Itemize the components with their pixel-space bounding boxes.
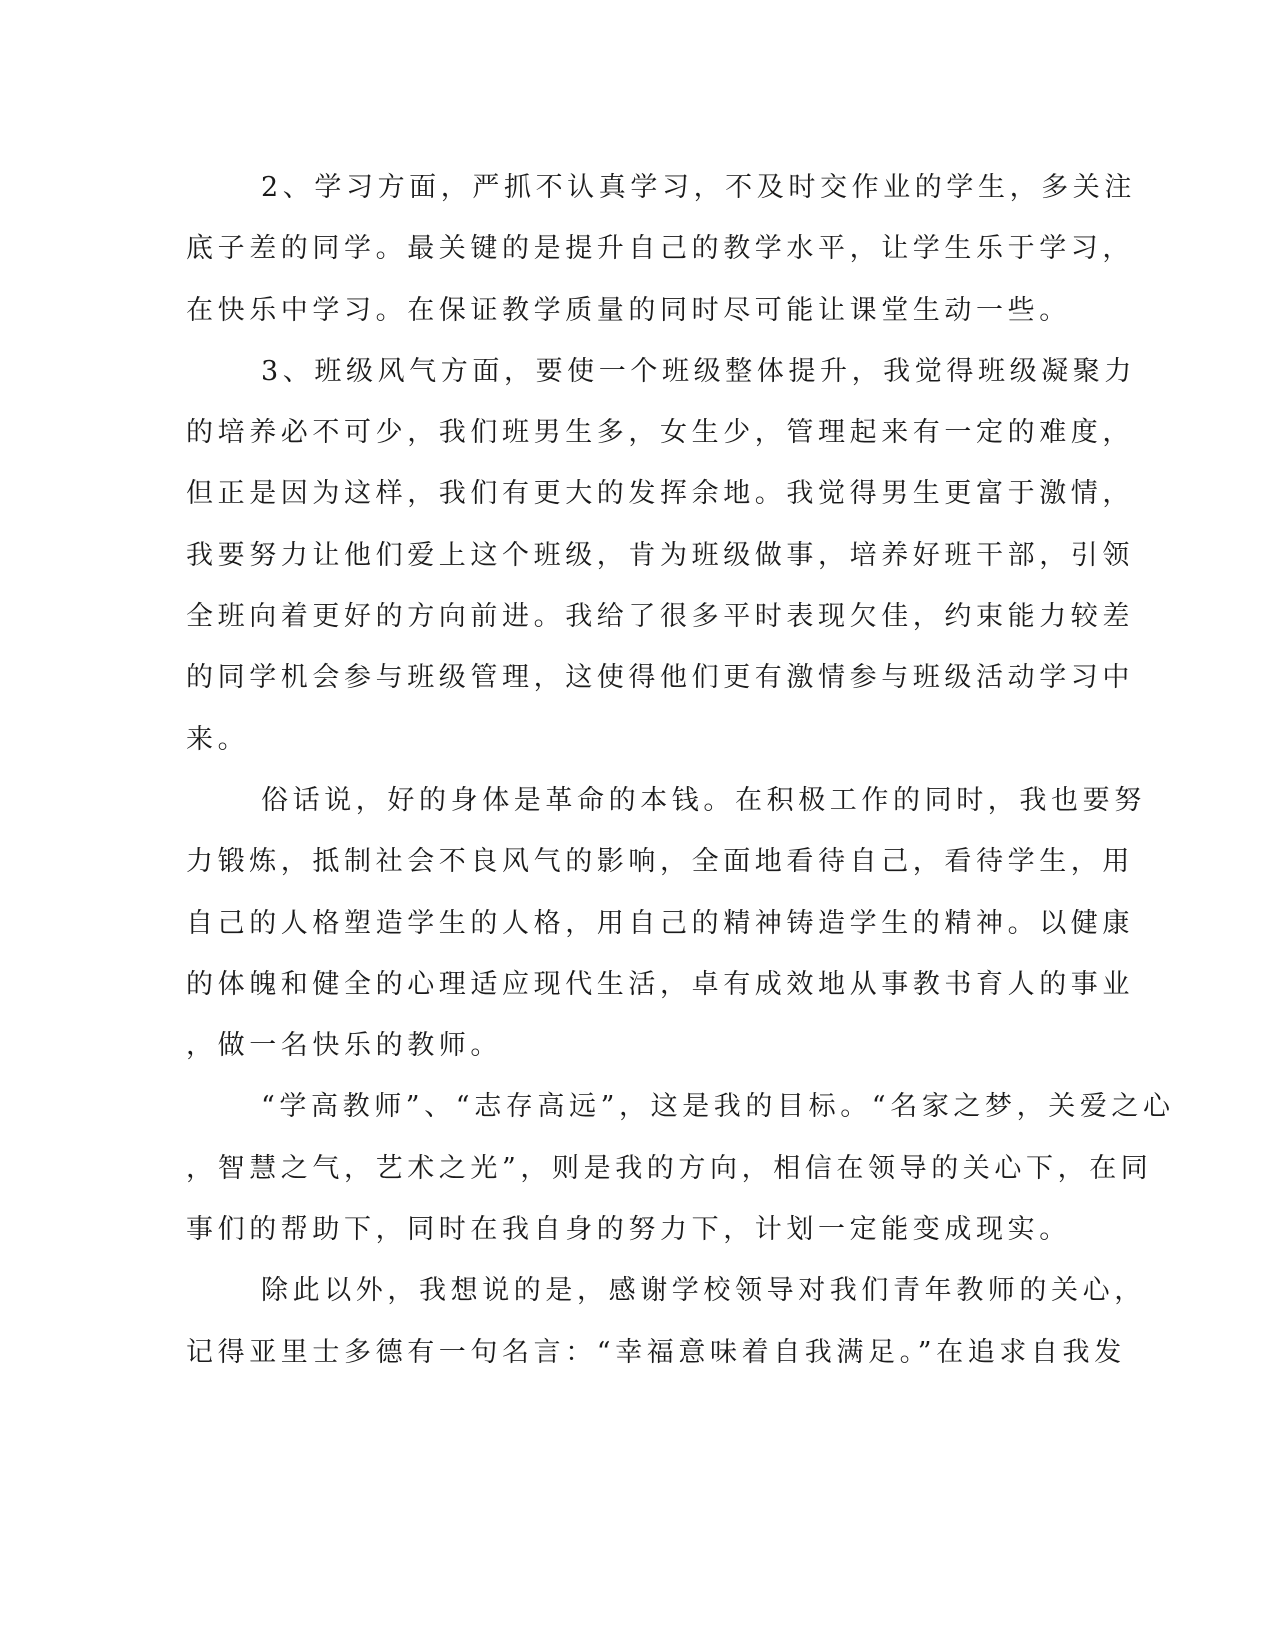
paragraph-health	[186, 770, 1146, 1076]
text-line: “学高教师”、“志存高远”，这是我的目标。“名家之梦，关爱之心	[261, 1091, 1175, 1123]
text-line: 俗话说，好的身体是革命的本钱。在积极工作的同时，我也要努	[261, 784, 1146, 816]
text-line: 记得亚里士多德有一句名言：“幸福意味着自我满足。”在追求自我发	[186, 1336, 1126, 1368]
text-line: 3、班级风气方面，要使一个班级整体提升，我觉得班级凝聚力	[261, 355, 1136, 387]
text-line: ，智慧之气，艺术之光”，则是我的方向，相信在领导的关心下，在同	[186, 1152, 1153, 1184]
paragraph-thanks	[186, 1260, 1146, 1383]
text-line: 全班向着更好的方向前进。我给了很多平时表现欠佳，约束能力较差	[186, 601, 1134, 633]
document-body	[186, 157, 1175, 1383]
text-line: 事们的帮助下，同时在我自身的努力下，计划一定能变成现实。	[186, 1214, 1071, 1246]
paragraph-study	[186, 157, 1136, 341]
text-line: 在快乐中学习。在保证教学质量的同时尽可能让课堂生动一些。	[186, 294, 1071, 326]
text-line: 的体魄和健全的心理适应现代生活，卓有成效地从事教书育人的事业	[186, 968, 1134, 1000]
text-line: 自己的人格塑造学生的人格，用自己的精神铸造学生的精神。以健康	[186, 907, 1134, 939]
text-line: 底子差的同学。最关键的是提升自己的教学水平，让学生乐于学习，	[186, 233, 1134, 265]
text-line: 但正是因为这样，我们有更大的发挥余地。我觉得男生更富于激情，	[186, 478, 1134, 510]
text-line: 力锻炼，抵制社会不良风气的影响，全面地看待自己，看待学生，用	[186, 846, 1134, 878]
text-line: ，做一名快乐的教师。	[186, 1030, 502, 1062]
text-line: 的培养必不可少，我们班男生多，女生少，管理起来有一定的难度，	[186, 417, 1134, 449]
text-line: 我要努力让他们爱上这个班级，肯为班级做事，培养好班干部，引领	[186, 539, 1134, 571]
text-line: 除此以外，我想说的是，感谢学校领导对我们青年教师的关心，	[261, 1275, 1146, 1307]
text-line: 的同学机会参与班级管理，这使得他们更有激情参与班级活动学习中	[186, 662, 1134, 694]
text-line: 来。	[186, 723, 250, 755]
text-line: 2、学习方面，严抓不认真学习，不及时交作业的学生，多关注	[261, 172, 1136, 203]
paragraph-goals	[186, 1076, 1175, 1260]
paragraph-class-atmosphere	[186, 341, 1136, 770]
